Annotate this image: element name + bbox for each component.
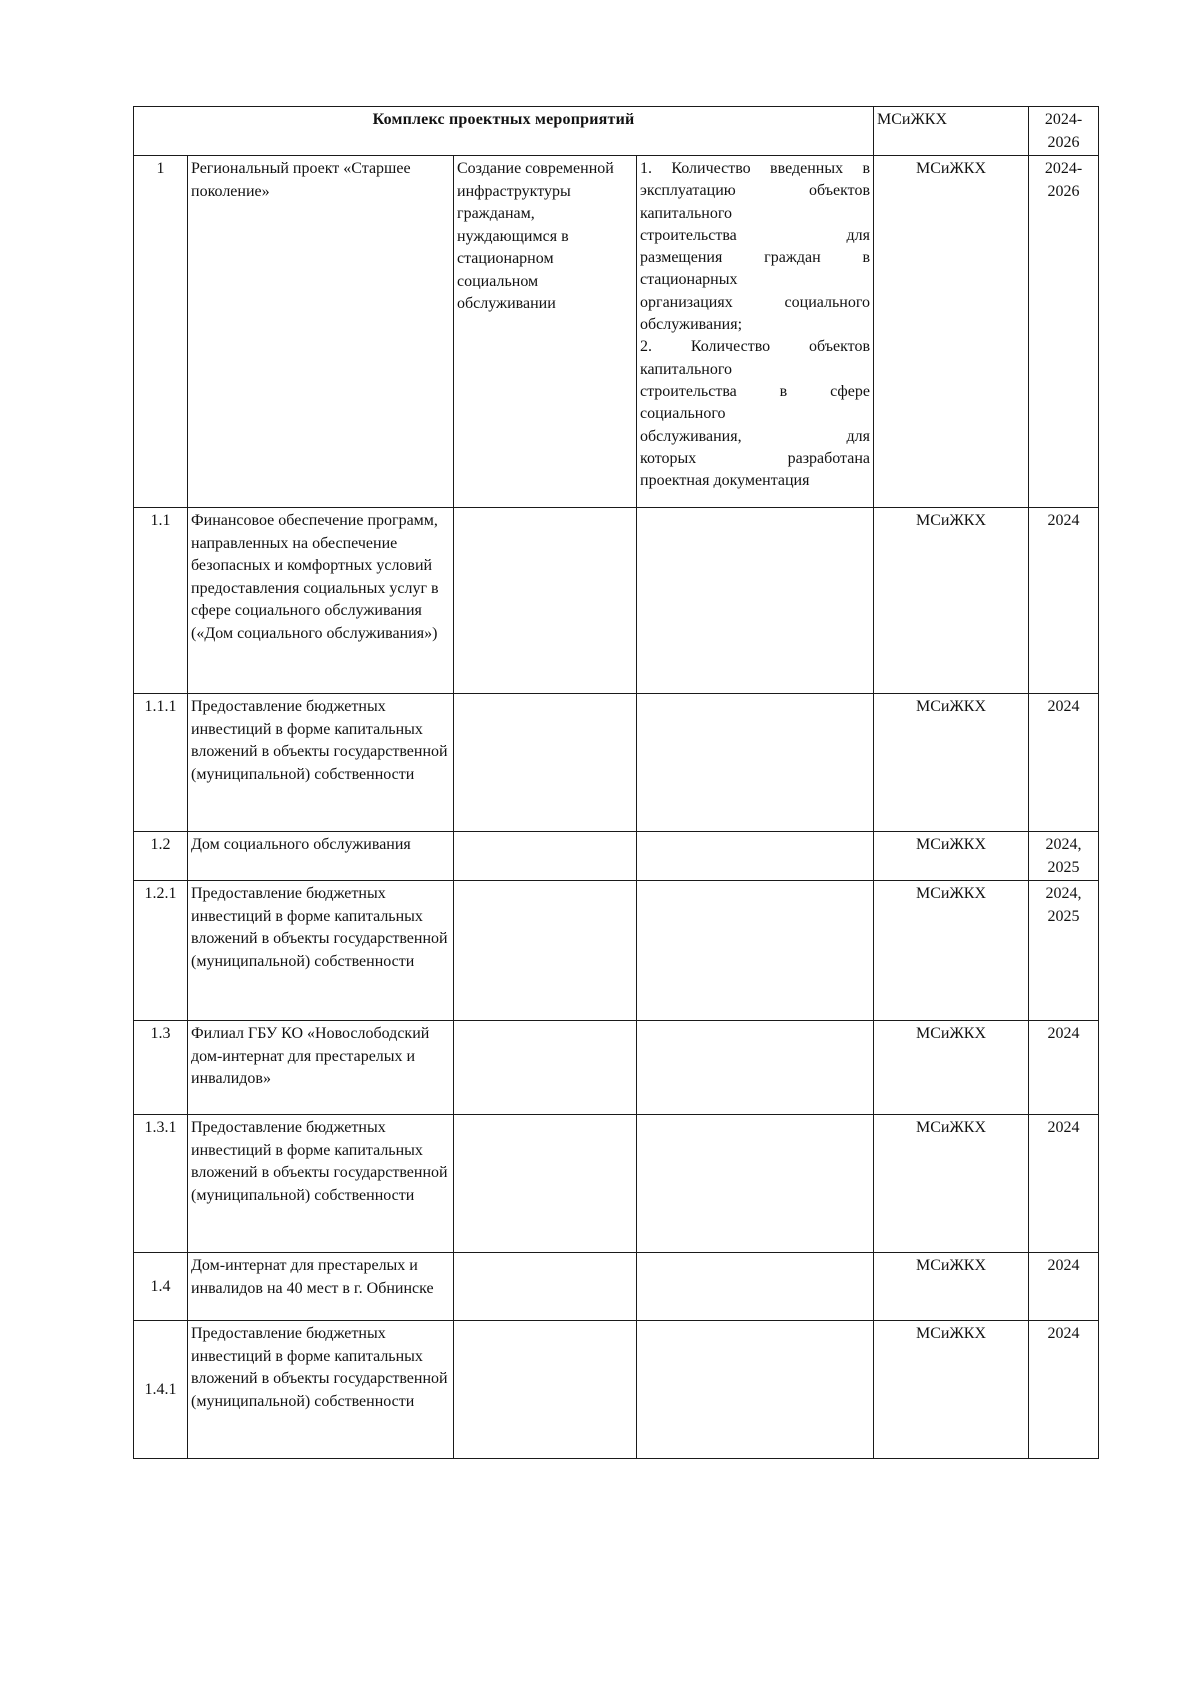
measures-table xyxy=(133,106,1099,1459)
indicator-line: размещения граждан в xyxy=(640,249,870,267)
indicator-line: 2. Количество объектов xyxy=(640,338,870,356)
implementation-years: 2024, 2025 xyxy=(1029,881,1099,1021)
empty-cell xyxy=(454,694,637,832)
implementation-years: 2024-2026 xyxy=(1029,156,1099,508)
indicator-line: эксплуатацию объектов xyxy=(640,182,870,200)
header-org-cell: МСиЖКХ xyxy=(874,107,1029,156)
measure-name: Предоставление бюджетных инвестиций в форме капитальных вложений в объекты государственной (муниципальной) собственности xyxy=(188,881,454,1021)
header-row xyxy=(134,107,1099,156)
responsible-org: МСиЖКХ xyxy=(874,694,1029,832)
measure-name: Финансовое обеспечение программ, направленных на обеспечение безопасных и комфортных условий предоставления социальных услуг в сфере социального обслуживания («Дом социального обслуживания») xyxy=(188,508,454,694)
project-name: Региональный проект «Старшее поколение» xyxy=(188,156,454,508)
indicator-line: обслуживания, для xyxy=(640,427,870,445)
empty-cell xyxy=(637,1115,874,1253)
implementation-years: 2024 xyxy=(1029,1115,1099,1253)
empty-cell xyxy=(637,1253,874,1321)
responsible-org: МСиЖКХ xyxy=(874,1115,1029,1253)
measure-name: Дом-интернат для престарелых и инвалидов на 40 мест в г. Обнинске xyxy=(188,1253,454,1321)
empty-cell xyxy=(454,832,637,881)
empty-cell xyxy=(637,1021,874,1115)
measure-row xyxy=(134,1321,1099,1459)
responsible-org: МСиЖКХ xyxy=(874,1321,1029,1459)
empty-cell xyxy=(637,694,874,832)
empty-cell xyxy=(454,1253,637,1321)
header-years-cell: 2024-2026 xyxy=(1029,107,1099,156)
measure-row xyxy=(134,1253,1099,1321)
empty-cell xyxy=(454,1321,637,1459)
indicator-line: проектная документация xyxy=(640,472,810,490)
responsible-org: МСиЖКХ xyxy=(874,832,1029,881)
indicator-line: организациях социального xyxy=(640,293,870,311)
empty-cell xyxy=(454,1021,637,1115)
row-number: 1.3.1 xyxy=(134,1115,188,1253)
implementation-years: 2024 xyxy=(1029,1321,1099,1459)
measure-name: Филиал ГБУ КО «Новослободский дом-интернат для престарелых и инвалидов» xyxy=(188,1021,454,1115)
measure-name: Предоставление бюджетных инвестиций в форме капитальных вложений в объекты государственной (муниципальной) собственности xyxy=(188,1321,454,1459)
empty-cell xyxy=(637,881,874,1021)
row-number: 1.3 xyxy=(134,1021,188,1115)
responsible-org: МСиЖКХ xyxy=(874,1021,1029,1115)
indicator-line: капитального xyxy=(640,360,732,378)
indicator-line: обслуживания; xyxy=(640,316,743,334)
measure-row xyxy=(134,1021,1099,1115)
empty-cell xyxy=(637,508,874,694)
measure-row xyxy=(134,832,1099,881)
row-number: 1.1 xyxy=(134,508,188,694)
indicator-line: капитального xyxy=(640,204,732,222)
responsible-org: МСиЖКХ xyxy=(874,881,1029,1021)
implementation-years: 2024 xyxy=(1029,1021,1099,1115)
row-number: 1.4 xyxy=(134,1253,188,1321)
project-row xyxy=(134,156,1099,508)
project-indicators xyxy=(637,156,874,508)
measure-row xyxy=(134,881,1099,1021)
measure-row xyxy=(134,694,1099,832)
implementation-years: 2024 xyxy=(1029,694,1099,832)
measure-row xyxy=(134,1115,1099,1253)
measure-name: Предоставление бюджетных инвестиций в форме капитальных вложений в объекты государственной (муниципальной) собственности xyxy=(188,694,454,832)
indicator-line: стационарных xyxy=(640,271,738,289)
implementation-years: 2024 xyxy=(1029,1253,1099,1321)
empty-cell xyxy=(637,832,874,881)
row-number: 1.1.1 xyxy=(134,694,188,832)
row-number: 1.4.1 xyxy=(134,1321,188,1459)
responsible-org: МСиЖКХ xyxy=(874,1253,1029,1321)
indicator-line: строительства для xyxy=(640,226,870,244)
indicator-line: социального xyxy=(640,405,726,423)
measure-row xyxy=(134,508,1099,694)
empty-cell xyxy=(454,881,637,1021)
empty-cell xyxy=(637,1321,874,1459)
measure-name: Предоставление бюджетных инвестиций в форме капитальных вложений в объекты государственной (муниципальной) собственности xyxy=(188,1115,454,1253)
implementation-years: 2024, 2025 xyxy=(1029,832,1099,881)
section-title: Комплекс проектных мероприятий xyxy=(134,107,874,156)
row-number: 1.2.1 xyxy=(134,881,188,1021)
responsible-org: МСиЖКХ xyxy=(874,156,1029,508)
responsible-org: МСиЖКХ xyxy=(874,508,1029,694)
indicator-line: которых разработана xyxy=(640,449,870,467)
row-number: 1.2 xyxy=(134,832,188,881)
row-number: 1 xyxy=(134,156,188,508)
empty-cell xyxy=(454,508,637,694)
indicator-line: 1. Количество введенных в xyxy=(640,160,870,177)
measure-name: Дом социального обслуживания xyxy=(188,832,454,881)
empty-cell xyxy=(454,1115,637,1253)
implementation-years: 2024 xyxy=(1029,508,1099,694)
project-goal: Создание современной инфраструктуры гражданам, нуждающимся в стационарном социальном обслуживании xyxy=(454,156,637,508)
indicator-line: строительства в сфере xyxy=(640,382,870,400)
